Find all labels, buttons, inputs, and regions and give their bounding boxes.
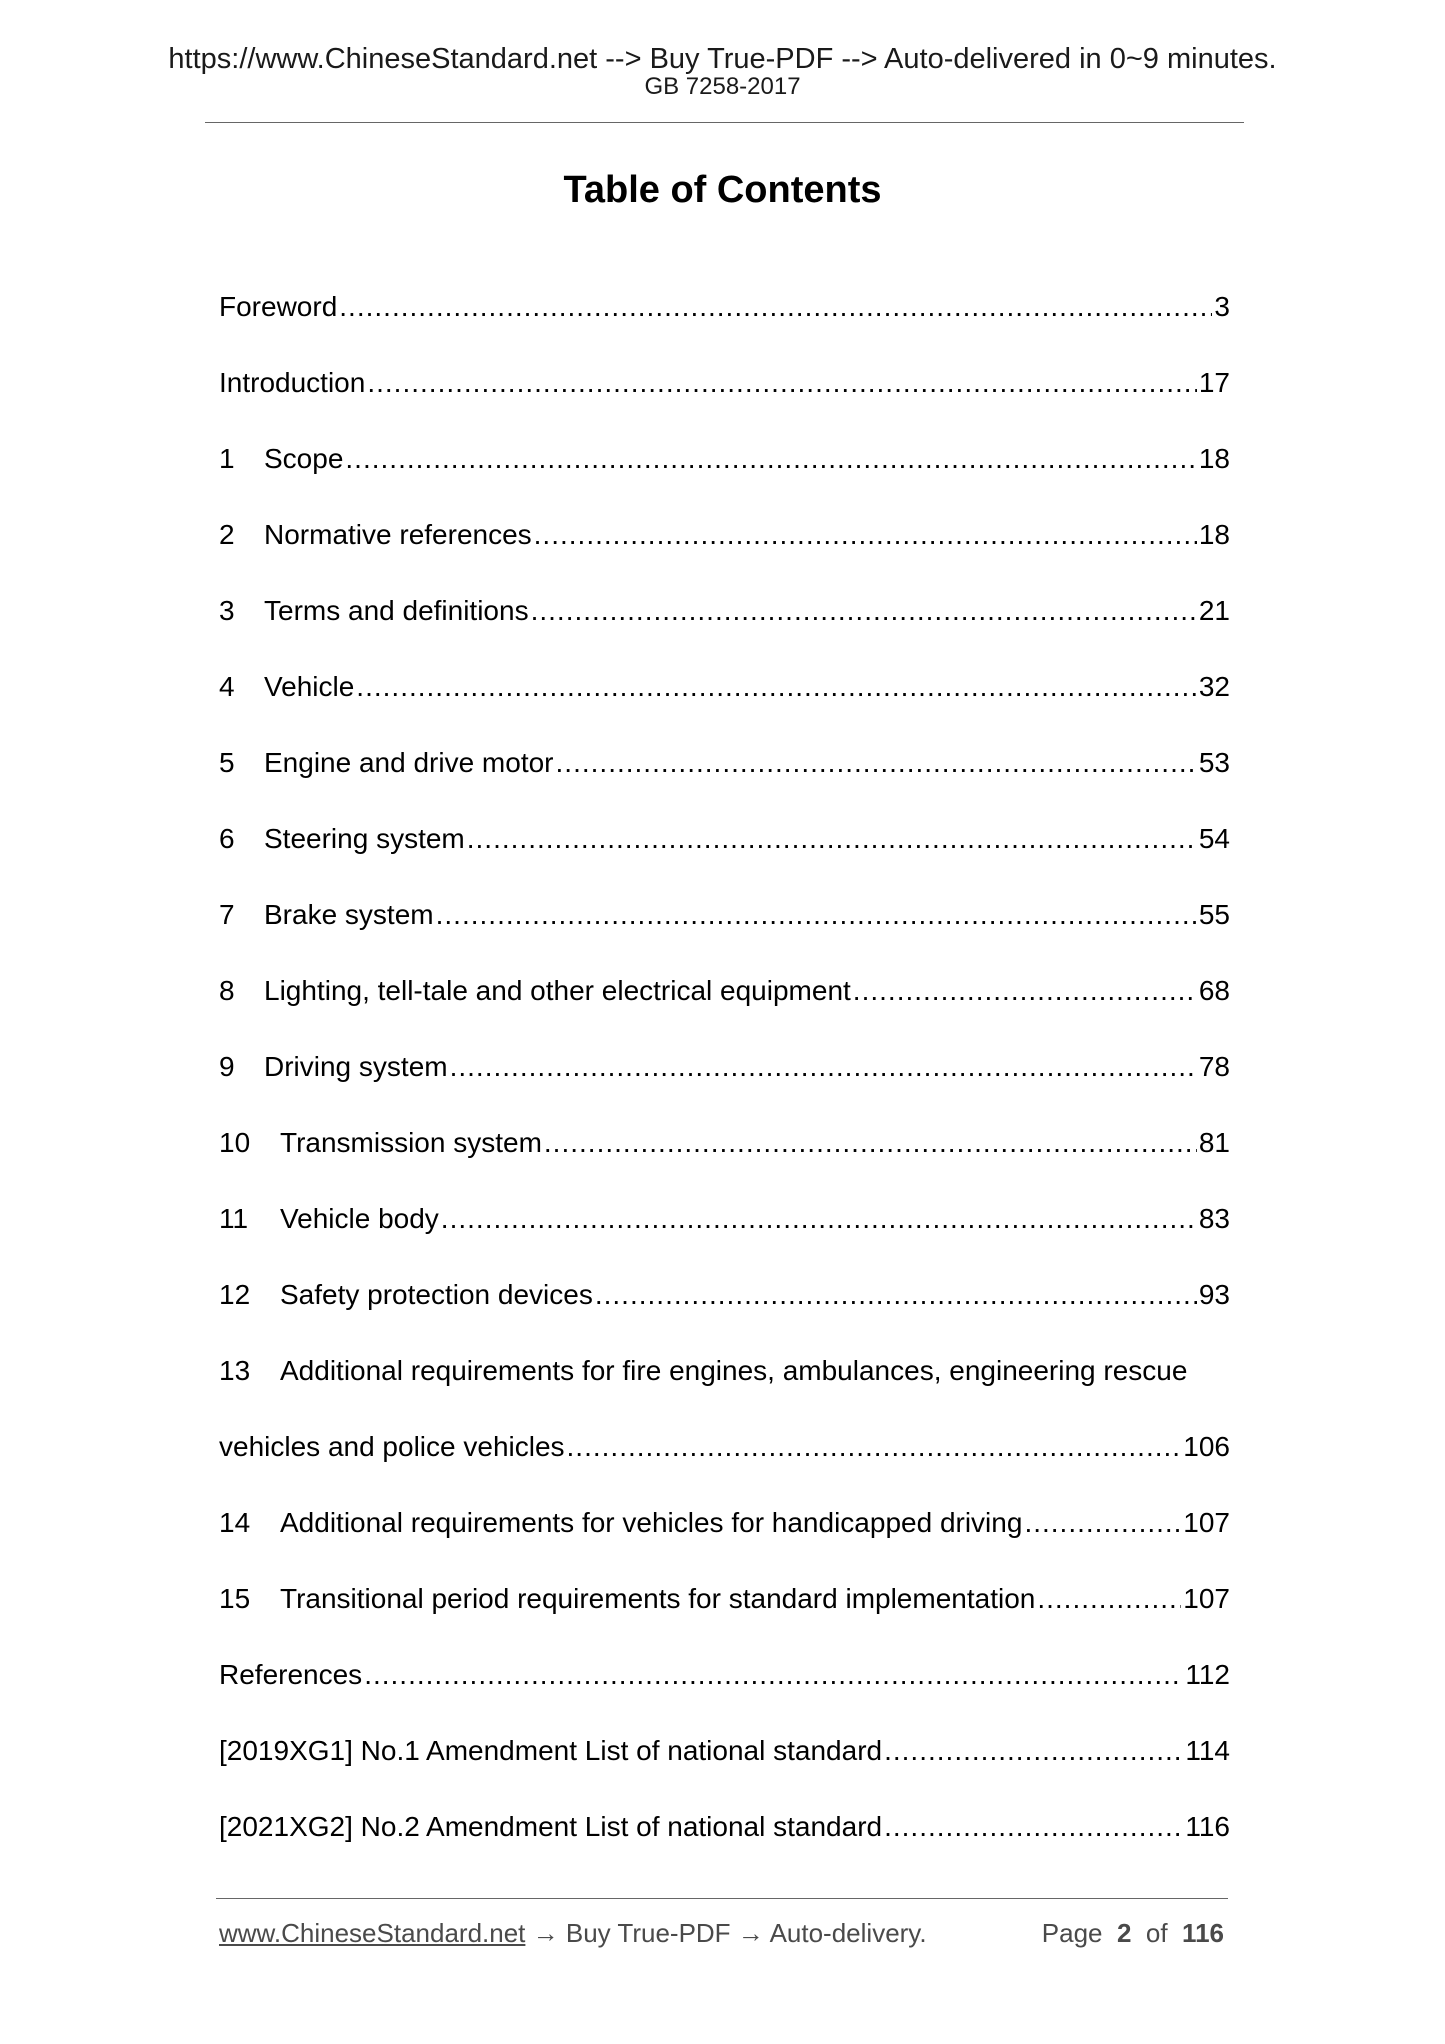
toc-entry-label: Introduction	[219, 367, 366, 398]
dot-leader	[441, 1199, 1197, 1239]
toc-entry-label: Safety protection devices	[280, 1279, 593, 1310]
toc-entry-3[interactable]	[219, 591, 1230, 667]
toc-entry-amendment-2[interactable]	[219, 1807, 1230, 1883]
toc-entry-page: 55	[1198, 899, 1230, 930]
toc-entry-13[interactable]	[219, 1351, 1230, 1427]
dot-leader	[339, 287, 1212, 327]
toc-entry-page: 18	[1198, 443, 1230, 474]
page-word: Page	[1041, 1918, 1103, 1948]
toc-entry-references[interactable]	[219, 1655, 1230, 1731]
toc-entry-label: Normative references	[264, 519, 532, 550]
toc-entry-number: 8	[219, 975, 235, 1006]
toc-entry-label: Transitional period requirements for standard implementation	[280, 1583, 1036, 1614]
toc-entry-page: 83	[1198, 1203, 1230, 1234]
toc-entry-page: 3	[1214, 291, 1230, 322]
toc-entry-number: 15	[219, 1583, 251, 1614]
dot-leader	[595, 1275, 1197, 1315]
toc-entry-page: 107	[1183, 1583, 1230, 1614]
toc-entry-number: 10	[219, 1127, 251, 1158]
dot-leader	[364, 1655, 1183, 1695]
toc-entry-label: Steering system	[264, 823, 465, 854]
toc-entry-label: Engine and drive motor	[264, 747, 554, 778]
dot-leader	[467, 819, 1197, 859]
current-page-number: 2	[1116, 1918, 1132, 1948]
footer-tagline: → Buy True-PDF → Auto-delivery.	[525, 1918, 927, 1948]
footer-page-indicator	[1042, 1916, 1224, 1950]
dot-leader	[1037, 1579, 1181, 1619]
toc-entry-5[interactable]	[219, 743, 1230, 819]
toc-entry-number: 3	[219, 595, 235, 626]
toc-entry-page: 17	[1198, 367, 1230, 398]
toc-entry-page: 116	[1185, 1811, 1230, 1842]
toc-entry-4[interactable]	[219, 667, 1230, 743]
toc-entry-label: Additional requirements for vehicles for handicapped driving	[280, 1507, 1023, 1538]
toc-entry-15[interactable]	[219, 1579, 1230, 1655]
toc-entry-number: 7	[219, 899, 235, 930]
dot-leader	[531, 591, 1197, 631]
footer-site-link[interactable]: www.ChineseStandard.net	[219, 1918, 526, 1948]
dot-leader	[356, 667, 1197, 707]
toc-entry-page: 18	[1198, 519, 1230, 550]
dot-leader	[534, 515, 1197, 555]
toc-entry-number: 9	[219, 1051, 235, 1082]
dot-leader	[345, 439, 1196, 479]
toc-entry-14[interactable]	[219, 1503, 1230, 1579]
toc-entry-page: 93	[1198, 1279, 1230, 1310]
toc-entry-8[interactable]	[219, 971, 1230, 1047]
dot-leader	[544, 1123, 1197, 1163]
of-word: of	[1145, 1918, 1168, 1948]
toc-list	[219, 287, 1230, 1883]
toc-entry-label: Terms and definitions	[264, 595, 529, 626]
toc-entry-11[interactable]	[219, 1199, 1230, 1275]
toc-entry-introduction[interactable]	[219, 363, 1230, 439]
dot-leader	[853, 971, 1197, 1011]
toc-entry-10[interactable]	[219, 1123, 1230, 1199]
dot-leader	[367, 363, 1197, 403]
standard-code: GB 7258-2017	[644, 73, 801, 100]
toc-entry-12[interactable]	[219, 1275, 1230, 1351]
toc-entry-label: Vehicle body	[280, 1203, 439, 1234]
toc-entry-page: 54	[1198, 823, 1230, 854]
toc-entry-foreword[interactable]	[219, 287, 1230, 363]
toc-entry-6[interactable]	[219, 819, 1230, 895]
toc-entry-page: 32	[1198, 671, 1230, 702]
footer-left	[219, 1916, 927, 1950]
toc-entry-label: Driving system	[264, 1051, 448, 1082]
toc-entry-9[interactable]	[219, 1047, 1230, 1123]
toc-entry-page: 112	[1185, 1659, 1230, 1690]
toc-entry-label: [2021XG2] No.2 Amendment List of national standard	[219, 1811, 883, 1842]
toc-entry-page: 114	[1185, 1735, 1230, 1766]
dot-leader	[1024, 1503, 1181, 1543]
dot-leader	[884, 1731, 1183, 1771]
toc-entry-label: [2019XG1] No.1 Amendment List of national standard	[219, 1735, 883, 1766]
toc-entry-7[interactable]	[219, 895, 1230, 971]
toc-entry-label: Foreword	[219, 291, 338, 322]
toc-entry-number: 4	[219, 671, 235, 702]
toc-entry-number: 6	[219, 823, 235, 854]
dot-leader	[884, 1807, 1183, 1847]
toc-entry-13-continued[interactable]	[219, 1427, 1230, 1503]
dot-leader	[436, 895, 1197, 935]
toc-entry-page: 81	[1198, 1127, 1230, 1158]
toc-entry-number: 13	[219, 1355, 251, 1386]
toc-entry-2[interactable]	[219, 515, 1230, 591]
toc-entry-page: 106	[1183, 1431, 1230, 1462]
toc-entry-label: Scope	[264, 443, 344, 474]
toc-entry-page: 53	[1198, 747, 1230, 778]
toc-entry-label: References	[219, 1659, 363, 1690]
toc-entry-number: 12	[219, 1279, 251, 1310]
toc-entry-page: 107	[1183, 1507, 1230, 1538]
toc-entry-page: 21	[1198, 595, 1230, 626]
toc-entry-page: 68	[1198, 975, 1230, 1006]
toc-entry-label: Transmission system	[280, 1127, 542, 1158]
dot-leader	[567, 1427, 1182, 1467]
footer-rule	[216, 1898, 1228, 1899]
toc-entry-number: 2	[219, 519, 235, 550]
toc-entry-number: 11	[219, 1203, 249, 1234]
page-title: Table of Contents	[563, 169, 882, 211]
toc-entry-1[interactable]	[219, 439, 1230, 515]
dot-leader	[450, 1047, 1197, 1087]
toc-entry-number: 5	[219, 747, 235, 778]
total-page-number: 116	[1182, 1918, 1224, 1948]
toc-entry-label-continued: vehicles and police vehicles	[219, 1431, 565, 1462]
toc-entry-label: Additional requirements for fire engines, ambulances, engineering rescue	[280, 1355, 1188, 1386]
toc-entry-amendment-1[interactable]	[219, 1731, 1230, 1807]
toc-entry-number: 1	[219, 443, 235, 474]
toc-entry-label: Brake system	[264, 899, 434, 930]
header-rule	[205, 122, 1244, 123]
toc-entry-label: Vehicle	[264, 671, 355, 702]
toc-entry-label: Lighting, tell-tale and other electrical equipment	[264, 975, 851, 1006]
toc-entry-number: 14	[219, 1507, 251, 1538]
top-banner: https://www.ChineseStandard.net --> Buy True-PDF --> Auto-delivered in 0~9 minutes.	[168, 43, 1277, 75]
dot-leader	[556, 743, 1197, 783]
toc-entry-page: 78	[1198, 1051, 1230, 1082]
